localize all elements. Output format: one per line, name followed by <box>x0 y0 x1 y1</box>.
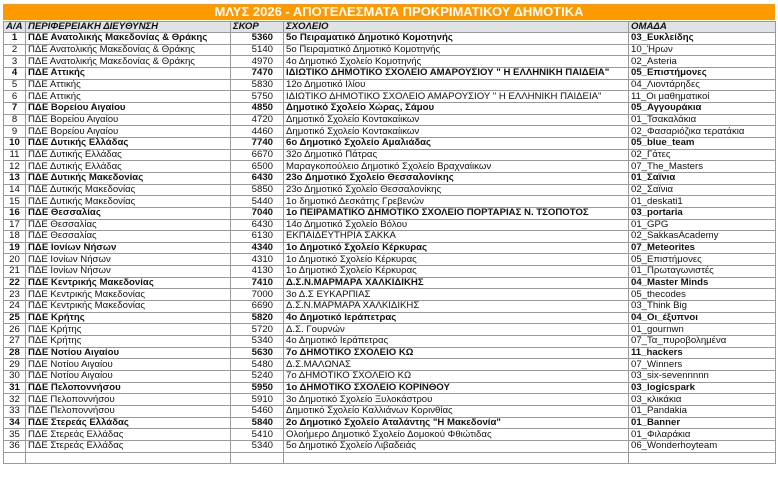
cell-team[interactable]: 05_Επιστήμονες <box>629 254 776 266</box>
cell-team[interactable]: 11_Οι μαθηματικοί <box>629 91 776 103</box>
cell-score[interactable]: 6500 <box>231 161 284 173</box>
cell-score[interactable]: 6130 <box>231 231 284 243</box>
cell-aa[interactable]: 30 <box>4 371 26 383</box>
cell-score[interactable]: 4130 <box>231 266 284 278</box>
cell-score[interactable]: 7470 <box>231 67 284 79</box>
cell-team[interactable]: 02_Asteria <box>629 56 776 68</box>
cell-school[interactable]: 23ο Δημοτικό Σχολείο Θεσσαλονίκης <box>284 172 629 184</box>
cell-score[interactable]: 5140 <box>231 44 284 56</box>
cell-score[interactable]: 5440 <box>231 196 284 208</box>
cell-region[interactable]: ΠΔΕ Βορείου Αιγαίου <box>26 126 231 138</box>
cell-aa[interactable]: 12 <box>4 161 26 173</box>
cell-score[interactable]: 5360 <box>231 33 284 45</box>
empty-cell[interactable] <box>26 452 231 463</box>
cell-score[interactable]: 6430 <box>231 219 284 231</box>
table-row <box>4 79 776 91</box>
cell-region[interactable]: ΠΔΕ Νοτίου Αιγαίου <box>26 347 231 359</box>
cell-region[interactable]: ΠΔΕ Θεσσαλίας <box>26 207 231 219</box>
cell-school[interactable]: 5ο Πειραματικό Δημοτικό Κομοτηνής <box>284 33 629 45</box>
cell-region[interactable]: ΠΔΕ Νοτίου Αιγαίου <box>26 359 231 371</box>
cell-region[interactable]: ΠΔΕ Κεντρικής Μακεδονίας <box>26 289 231 301</box>
table-row <box>4 429 776 441</box>
cell-score[interactable]: 5830 <box>231 79 284 91</box>
cell-region[interactable]: ΠΔΕ Ανατολικής Μακεδονίας & Θράκης <box>26 44 231 56</box>
cell-region[interactable]: ΠΔΕ Κρήτης <box>26 324 231 336</box>
cell-team[interactable]: 10_Ήρων <box>629 44 776 56</box>
table-row <box>4 406 776 418</box>
table-row <box>4 91 776 103</box>
cell-aa[interactable]: 6 <box>4 91 26 103</box>
header-score[interactable]: ΣΚΟΡ <box>231 22 284 33</box>
table-row <box>4 382 776 394</box>
cell-aa[interactable]: 29 <box>4 359 26 371</box>
cell-aa[interactable]: 14 <box>4 184 26 196</box>
cell-score[interactable]: 4310 <box>231 254 284 266</box>
cell-school[interactable]: 1ο δημοτικό Δεσκάτης Γρεβενών <box>284 196 629 208</box>
cell-region[interactable]: ΠΔΕ Ανατολικής Μακεδονίας & Θράκης <box>26 33 231 45</box>
cell-team[interactable]: 01_Banner <box>629 417 776 429</box>
cell-score[interactable]: 5820 <box>231 312 284 324</box>
cell-region[interactable]: ΠΔΕ Κρήτης <box>26 312 231 324</box>
cell-score[interactable]: 5340 <box>231 336 284 348</box>
cell-school[interactable]: 14ο Δημοτικό Σχολείο Βόλου <box>284 219 629 231</box>
cell-region[interactable]: ΠΔΕ Πελοποννήσου <box>26 406 231 418</box>
cell-aa[interactable]: 28 <box>4 347 26 359</box>
cell-score[interactable]: 4970 <box>231 56 284 68</box>
cell-school[interactable]: 1ο Δημοτικό Σχολείο Κέρκυρας <box>284 266 629 278</box>
table-row <box>4 161 776 173</box>
table-row <box>4 56 776 68</box>
cell-school[interactable]: 3ο Δημοτικό Σχολείο Ξυλοκάστρου <box>284 394 629 406</box>
cell-team[interactable]: 07_The_Masters <box>629 161 776 173</box>
cell-school[interactable]: Ολοήμερο Δημοτικό Σχολείο Δομοκού Φθιώτιδας <box>284 429 629 441</box>
cell-aa[interactable]: 23 <box>4 289 26 301</box>
cell-aa[interactable]: 1 <box>4 33 26 45</box>
table-row <box>4 312 776 324</box>
cell-score[interactable]: 5720 <box>231 324 284 336</box>
cell-team[interactable]: 02_Φασαριόζικα τερατάκια <box>629 126 776 138</box>
cell-aa[interactable]: 31 <box>4 382 26 394</box>
cell-team[interactable]: 01_Φιλαράκια <box>629 429 776 441</box>
header-region[interactable]: ΠΕΡΙΦΕΡΕΙΑΚΗ ΔΙΕΥΘΥΝΣΗ <box>26 22 231 33</box>
cell-region[interactable]: ΠΔΕ Ιονίων Νήσων <box>26 242 231 254</box>
cell-school[interactable]: 7ο ΔΗΜΟΤΙΚΟ ΣΧΟΛΕΙΟ ΚΩ <box>284 347 629 359</box>
empty-cell[interactable] <box>629 452 776 463</box>
table-row <box>4 324 776 336</box>
cell-score[interactable]: 5850 <box>231 184 284 196</box>
empty-cell[interactable] <box>284 452 629 463</box>
cell-school[interactable]: 3ο Δ.Σ ΕΥΚΑΡΠΙΑΣ <box>284 289 629 301</box>
cell-team[interactable]: 05_blue_team <box>629 137 776 149</box>
cell-school[interactable]: 4ο Δημοτικό Σχολείο Κομοτηνής <box>284 56 629 68</box>
table-row <box>4 102 776 114</box>
empty-cell[interactable] <box>231 452 284 463</box>
table-row <box>4 33 776 45</box>
cell-aa[interactable]: 13 <box>4 172 26 184</box>
cell-region[interactable]: ΠΔΕ Κεντρικής Μακεδονίας <box>26 301 231 313</box>
table-row <box>4 347 776 359</box>
cell-aa[interactable]: 24 <box>4 301 26 313</box>
cell-aa[interactable]: 18 <box>4 231 26 243</box>
cell-school[interactable]: Δημοτικό Σχολείο Κοντακαίικων <box>284 114 629 126</box>
cell-school[interactable]: Μαραγκοπούλειο Δημοτικό Σχολείο Βραχναίικων <box>284 161 629 173</box>
table-row <box>4 172 776 184</box>
cell-team[interactable]: 06_Wonderhoyteam <box>629 440 776 452</box>
table-row <box>4 417 776 429</box>
cell-aa[interactable]: 15 <box>4 196 26 208</box>
cell-school[interactable]: 2ο Δημοτικό Σχολείο Αταλάντης "Η Μακεδονία" <box>284 417 629 429</box>
cell-region[interactable]: ΠΔΕ Ιονίων Νήσων <box>26 254 231 266</box>
cell-school[interactable]: ΙΔΙΩΤΙΚΟ ΔΗΜΟΤΙΚΟ ΣΧΟΛΕΙΟ ΑΜΑΡΟΥΣΙΟΥ " Η ΕΛΛΗΝΙΚΗ ΠΑΙΔΕΙΑ" <box>284 91 629 103</box>
cell-region[interactable]: ΠΔΕ Κρήτης <box>26 336 231 348</box>
cell-score[interactable]: 7040 <box>231 207 284 219</box>
cell-score[interactable]: 4340 <box>231 242 284 254</box>
cell-aa[interactable]: 16 <box>4 207 26 219</box>
cell-score[interactable]: 4460 <box>231 126 284 138</box>
table-row <box>4 242 776 254</box>
cell-score[interactable]: 4850 <box>231 102 284 114</box>
cell-aa[interactable]: 2 <box>4 44 26 56</box>
cell-score[interactable]: 7410 <box>231 277 284 289</box>
cell-school[interactable]: Δ.Σ. Γουρνών <box>284 324 629 336</box>
cell-score[interactable]: 7000 <box>231 289 284 301</box>
cell-region[interactable]: ΠΔΕ Δυτικής Ελλάδας <box>26 161 231 173</box>
cell-region[interactable]: ΠΔΕ Δυτικής Μακεδονίας <box>26 196 231 208</box>
cell-score[interactable]: 5950 <box>231 382 284 394</box>
table-row <box>4 440 776 452</box>
cell-region[interactable]: ΠΔΕ Πελοποννήσου <box>26 382 231 394</box>
table-row <box>4 301 776 313</box>
cell-score[interactable]: 5630 <box>231 347 284 359</box>
cell-team[interactable]: 07_Τα_πυροβολημένα <box>629 336 776 348</box>
cell-score[interactable]: 7740 <box>231 137 284 149</box>
cell-school[interactable]: ΙΔΙΩΤΙΚΟ ΔΗΜΟΤΙΚΟ ΣΧΟΛΕΙΟ ΑΜΑΡΟΥΣΙΟΥ " Η ΕΛΛΗΝΙΚΗ ΠΑΙΔΕΙΑ" <box>284 67 629 79</box>
cell-aa[interactable]: 17 <box>4 219 26 231</box>
cell-aa[interactable]: 21 <box>4 266 26 278</box>
cell-school[interactable]: 4ο Δημοτικό Ιεράπετρας <box>284 336 629 348</box>
cell-school[interactable]: 23ο Δημοτικό Σχολείο Θεσσαλονίκης <box>284 184 629 196</box>
cell-region[interactable]: ΠΔΕ Αττικής <box>26 67 231 79</box>
cell-aa[interactable]: 34 <box>4 417 26 429</box>
cell-school[interactable]: 32ο Δημοτικό Πάτρας <box>284 149 629 161</box>
header-aa[interactable]: Α/Α <box>4 22 26 33</box>
cell-region[interactable]: ΠΔΕ Πελοποννήσου <box>26 394 231 406</box>
cell-aa[interactable]: 11 <box>4 149 26 161</box>
cell-school[interactable]: 5ο Πειραματικό Δημοτικό Κομοτηνής <box>284 44 629 56</box>
cell-team[interactable]: 04_Λιοντάρηδες <box>629 79 776 91</box>
cell-aa[interactable]: 7 <box>4 102 26 114</box>
cell-school[interactable]: 12ο Δημοτικό Ιλίου <box>284 79 629 91</box>
cell-score[interactable]: 5840 <box>231 417 284 429</box>
cell-score[interactable]: 5480 <box>231 359 284 371</box>
cell-score[interactable]: 5410 <box>231 429 284 441</box>
cell-team[interactable]: 01_Σαϊνια <box>629 172 776 184</box>
cell-region[interactable]: ΠΔΕ Ιονίων Νήσων <box>26 266 231 278</box>
cell-aa[interactable]: 5 <box>4 79 26 91</box>
cell-school[interactable]: 4ο Δημοτικό Ιεράπετρας <box>284 312 629 324</box>
table-row <box>4 289 776 301</box>
cell-team[interactable]: 07_Meteorites <box>629 242 776 254</box>
cell-team[interactable]: 01_Πρωταγωνιστές <box>629 266 776 278</box>
cell-team[interactable]: 01_Pandakia <box>629 406 776 418</box>
cell-score[interactable]: 5910 <box>231 394 284 406</box>
cell-school[interactable]: 6ο Δημοτικό Σχολείο Αμαλιάδας <box>284 137 629 149</box>
cell-school[interactable]: 1ο Δημοτικό Σχολείο Κέρκυρας <box>284 242 629 254</box>
cell-region[interactable]: ΠΔΕ Θεσσαλίας <box>26 231 231 243</box>
cell-score[interactable]: 5340 <box>231 440 284 452</box>
cell-score[interactable]: 5240 <box>231 371 284 383</box>
cell-score[interactable]: 6690 <box>231 301 284 313</box>
empty-cell[interactable] <box>4 452 26 463</box>
table-row <box>4 137 776 149</box>
cell-team[interactable]: 01_GPG <box>629 219 776 231</box>
header-school[interactable]: ΣΧΟΛΕΙΟ <box>284 22 629 33</box>
cell-team[interactable]: 01_deskati1 <box>629 196 776 208</box>
cell-score[interactable]: 6430 <box>231 172 284 184</box>
cell-score[interactable]: 4720 <box>231 114 284 126</box>
cell-aa[interactable]: 3 <box>4 56 26 68</box>
header-row <box>4 22 776 33</box>
cell-region[interactable]: ΠΔΕ Αττικής <box>26 91 231 103</box>
table-row <box>4 231 776 243</box>
table-row <box>4 207 776 219</box>
cell-aa[interactable]: 19 <box>4 242 26 254</box>
cell-school[interactable]: Δ.Σ.Ν.ΜΑΡΜΑΡΑ ΧΑΛΚΙΔΙΚΗΣ <box>284 277 629 289</box>
cell-team[interactable]: 05_Αγγουράκια <box>629 102 776 114</box>
cell-team[interactable]: 03_six-sevennnnn <box>629 371 776 383</box>
cell-team[interactable]: 05_thecodes <box>629 289 776 301</box>
cell-region[interactable]: ΠΔΕ Θεσσαλίας <box>26 219 231 231</box>
table-row <box>4 254 776 266</box>
cell-region[interactable]: ΠΔΕ Δυτικής Μακεδονίας <box>26 184 231 196</box>
cell-aa[interactable]: 36 <box>4 440 26 452</box>
cell-team[interactable]: 03_Think Big <box>629 301 776 313</box>
cell-team[interactable]: 02_Γάτες <box>629 149 776 161</box>
cell-team[interactable]: 04_Master Minds <box>629 277 776 289</box>
cell-school[interactable]: Δημοτικό Σχολείο Χώρας, Σάμου <box>284 102 629 114</box>
cell-team[interactable]: 02_SakkasAcademy <box>629 231 776 243</box>
cell-region[interactable]: ΠΔΕ Νοτίου Αιγαίου <box>26 371 231 383</box>
table-row <box>4 114 776 126</box>
table-row <box>4 277 776 289</box>
cell-school[interactable]: Δημοτικό Σχολείο Καλλιάνων Κορινθίας <box>284 406 629 418</box>
cell-aa[interactable]: 32 <box>4 394 26 406</box>
cell-aa[interactable]: 26 <box>4 324 26 336</box>
table-row <box>4 184 776 196</box>
cell-score[interactable]: 6670 <box>231 149 284 161</box>
cell-score[interactable]: 5750 <box>231 91 284 103</box>
cell-aa[interactable]: 20 <box>4 254 26 266</box>
cell-region[interactable]: ΠΔΕ Στερεάς Ελλάδας <box>26 417 231 429</box>
cell-school[interactable]: ΕΚΠΑΙΔΕΥΤΗΡΙΑ ΣΑΚΚΑ <box>284 231 629 243</box>
cell-team[interactable]: 02_Σαϊνια <box>629 184 776 196</box>
cell-region[interactable]: ΠΔΕ Βορείου Αιγαίου <box>26 114 231 126</box>
cell-score[interactable]: 5460 <box>231 406 284 418</box>
cell-school[interactable]: Δημοτικό Σχολείο Κοντακαίικων <box>284 126 629 138</box>
table-row <box>4 336 776 348</box>
cell-aa[interactable]: 4 <box>4 67 26 79</box>
cell-team[interactable]: 01_Τσακαλάκια <box>629 114 776 126</box>
cell-team[interactable]: 05_Επιστήμονες <box>629 67 776 79</box>
cell-region[interactable]: ΠΔΕ Δυτικής Ελλάδας <box>26 149 231 161</box>
table-row <box>4 196 776 208</box>
table-row <box>4 67 776 79</box>
cell-region[interactable]: ΠΔΕ Δυτικής Μακεδονίας <box>26 172 231 184</box>
cell-region[interactable]: ΠΔΕ Στερεάς Ελλάδας <box>26 429 231 441</box>
cell-aa[interactable]: 9 <box>4 126 26 138</box>
sheet-title: ΜΛΥΣ 2026 - ΑΠΟΤΕΛΕΣΜΑΤΑ ΠΡΟΚΡΙΜΑΤΙΚΟΥ ΔΗΜΟΤΙΚΑ <box>3 4 775 20</box>
cell-aa[interactable]: 33 <box>4 406 26 418</box>
cell-aa[interactable]: 25 <box>4 312 26 324</box>
cell-region[interactable]: ΠΔΕ Βορείου Αιγαίου <box>26 102 231 114</box>
results-table <box>3 21 776 464</box>
cell-school[interactable]: 1ο ΠΕΙΡΑΜΑΤΙΚΟ ΔΗΜΟΤΙΚΟ ΣΧΟΛΕΙΟ ΠΟΡΤΑΡΙΑΣ Ν. ΤΣΟΠΟΤΟΣ <box>284 207 629 219</box>
cell-school[interactable]: 1ο ΔΗΜΟΤΙΚΟ ΣΧΟΛΕΙΟ ΚΟΡΙΝΘΟΥ <box>284 382 629 394</box>
cell-region[interactable]: ΠΔΕ Στερεάς Ελλάδας <box>26 440 231 452</box>
cell-school[interactable]: 5ο Δημοτικό Σχολείο Λιβαδειάς <box>284 440 629 452</box>
cell-team[interactable]: 01_gournwn <box>629 324 776 336</box>
cell-team[interactable]: 03_portaria <box>629 207 776 219</box>
table-row <box>4 394 776 406</box>
header-team[interactable]: ΟΜΑΔΑ <box>629 22 776 33</box>
cell-region[interactable]: ΠΔΕ Δυτικής Ελλάδας <box>26 137 231 149</box>
cell-region[interactable]: ΠΔΕ Ανατολικής Μακεδονίας & Θράκης <box>26 56 231 68</box>
table-row <box>4 149 776 161</box>
table-row <box>4 219 776 231</box>
cell-aa[interactable]: 35 <box>4 429 26 441</box>
cell-aa[interactable]: 8 <box>4 114 26 126</box>
cell-aa[interactable]: 10 <box>4 137 26 149</box>
cell-school[interactable]: Δ.Σ.Ν.ΜΑΡΜΑΡΑ ΧΑΛΚΙΔΙΚΗΣ <box>284 301 629 313</box>
cell-team[interactable]: 07_Winners <box>629 359 776 371</box>
cell-team[interactable]: 03_Ευκλείδης <box>629 33 776 45</box>
cell-aa[interactable]: 22 <box>4 277 26 289</box>
cell-aa[interactable]: 27 <box>4 336 26 348</box>
cell-school[interactable]: 7ο ΔΗΜΟΤΙΚΟ ΣΧΟΛΕΙΟ ΚΩ <box>284 371 629 383</box>
empty-row <box>4 452 776 463</box>
cell-team[interactable]: 11_hackers <box>629 347 776 359</box>
cell-region[interactable]: ΠΔΕ Κεντρικής Μακεδονίας <box>26 277 231 289</box>
table-row <box>4 371 776 383</box>
cell-region[interactable]: ΠΔΕ Αττικής <box>26 79 231 91</box>
cell-team[interactable]: 03_logicspark <box>629 382 776 394</box>
cell-team[interactable]: 03_κλικάκια <box>629 394 776 406</box>
table-row <box>4 359 776 371</box>
cell-school[interactable]: 1ο Δημοτικό Σχολείο Κέρκυρας <box>284 254 629 266</box>
table-row <box>4 126 776 138</box>
cell-school[interactable]: Δ.Σ.ΜΑΛΩΝΑΣ <box>284 359 629 371</box>
table-row <box>4 44 776 56</box>
table-row <box>4 266 776 278</box>
cell-team[interactable]: 04_Οι_έξυπνοι <box>629 312 776 324</box>
